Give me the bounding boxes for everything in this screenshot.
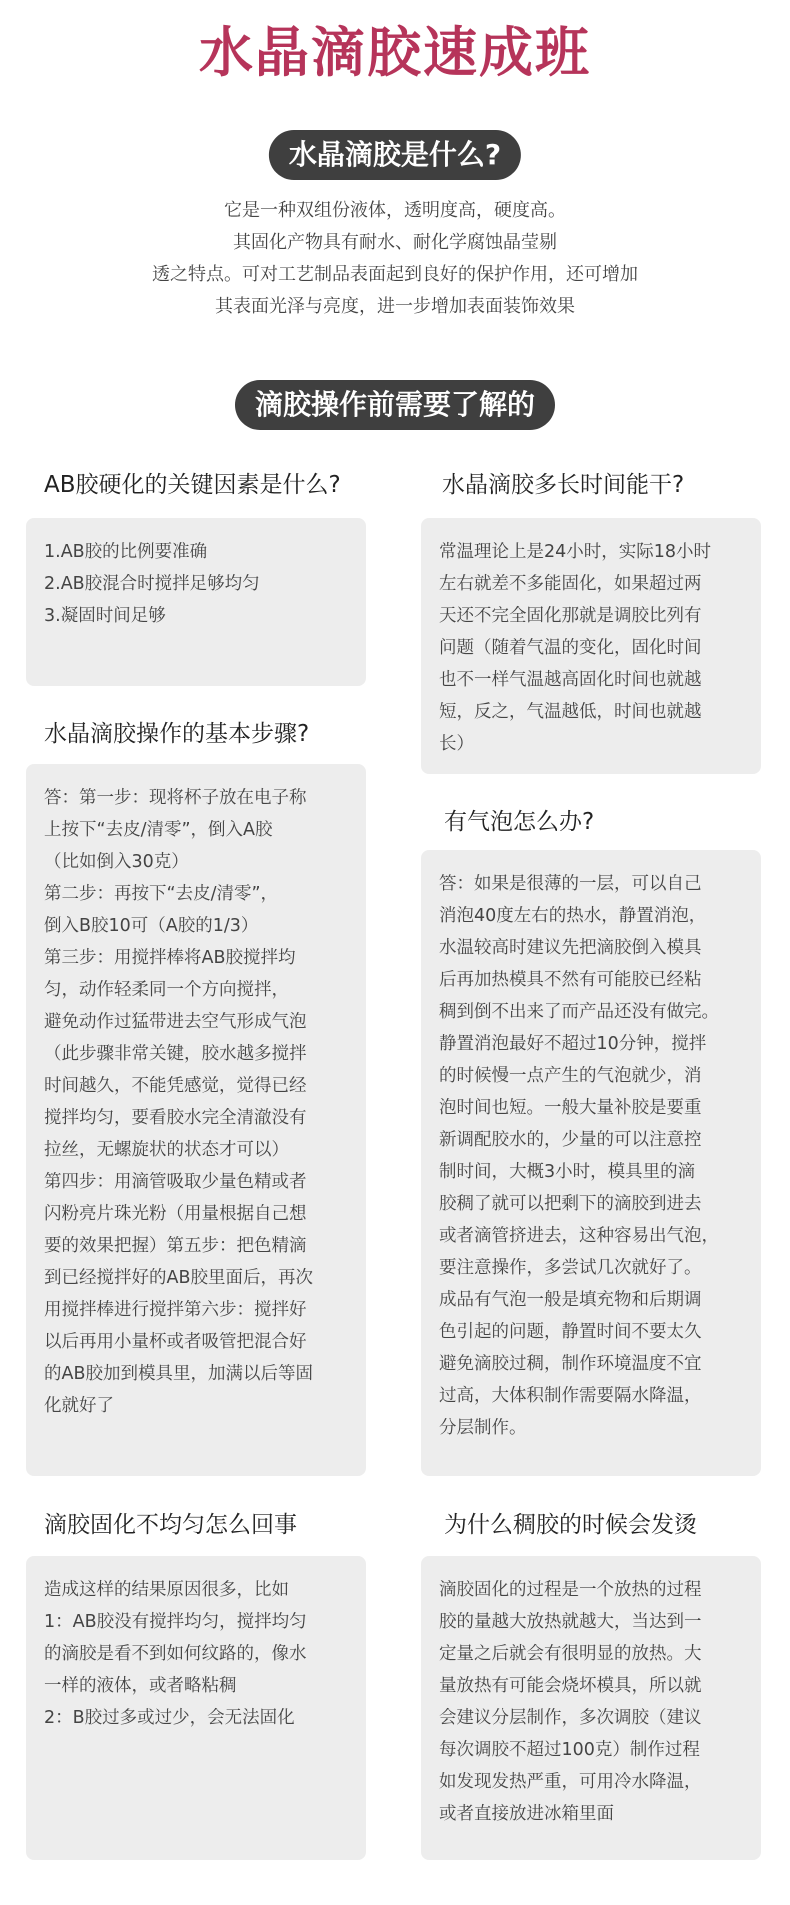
question-drying-time: 水晶滴胶多长时间能干? — [442, 472, 685, 498]
answer-line: （比如倒入30克） — [44, 852, 189, 872]
answer-line: 常温理论上是24小时，实际18小时 — [439, 542, 712, 562]
answer-line: 左右就差不多能固化，如果超过两 — [439, 574, 702, 594]
question-bubbles: 有气泡怎么办? — [444, 809, 595, 835]
answer-line: 答：第一步：现将杯子放在电子称 — [44, 788, 307, 808]
answer-line: 上按下“去皮/清零”，倒入A胶 — [44, 820, 273, 840]
answer-line: 的AB胶加到模具里，加满以后等固 — [44, 1364, 313, 1384]
answer-line: 闪粉亮片珠光粉（用量根据自己想 — [44, 1204, 307, 1224]
answer-line: 会建议分层制作，多次调胶（建议 — [439, 1708, 702, 1728]
answer-line: 天还不完全固化那就是调胶比列有 — [439, 606, 702, 626]
answer-line: 色引起的问题，静置时间不要太久 — [439, 1322, 702, 1342]
answer-line: 到已经搅拌好的AB胶里面后，再次 — [44, 1268, 313, 1288]
answer-line: 如发现发热严重，可用冷水降温， — [439, 1772, 702, 1792]
question-steps: 水晶滴胶操作的基本步骤? — [44, 721, 310, 747]
question-uneven: 滴胶固化不均匀怎么回事 — [44, 1512, 297, 1538]
answer-line: 倒入B胶10可（A胶的1/3） — [44, 916, 259, 936]
answer-line: 拉丝，无螺旋状的状态才可以） — [44, 1140, 289, 1160]
answer-line: 避免动作过猛带进去空气形成气泡 — [44, 1012, 307, 1032]
answer-line: 每次调胶不超过100克）制作过程 — [439, 1740, 700, 1760]
answer-line: 分层制作。 — [439, 1418, 527, 1438]
answer-card-drying-time — [421, 518, 761, 774]
answer-line: 消泡40度左右的热水，静置消泡， — [439, 906, 707, 926]
answer-line: 匀，动作轻柔同一个方向搅拌， — [44, 980, 289, 1000]
answer-line: 搅拌均匀，要看胶水完全清澈没有 — [44, 1108, 307, 1128]
answer-line: 1：AB胶没有搅拌均匀，搅拌均匀 — [44, 1612, 307, 1632]
section-heading-what-is: 水晶滴胶是什么? — [269, 130, 521, 180]
answer-line: 制时间，大概3小时，模具里的滴 — [439, 1162, 696, 1182]
answer-card-uneven — [26, 1556, 366, 1860]
answer-line: 或者滴管挤进去，这种容易出气泡， — [439, 1226, 719, 1246]
answer-line: 2：B胶过多或过少，会无法固化 — [44, 1708, 295, 1728]
answer-card-hot — [421, 1556, 761, 1860]
answer-line: 时间越久，不能凭感觉，觉得已经 — [44, 1076, 307, 1096]
answer-line: 1.AB胶的比例要准确 — [44, 542, 208, 562]
intro-line: 其固化产物具有耐水、耐化学腐蚀晶莹剔 — [233, 232, 557, 253]
answer-line: 第三步：用搅拌棒将AB胶搅拌均 — [44, 948, 296, 968]
section-heading-before-operation: 滴胶操作前需要了解的 — [235, 380, 555, 430]
answer-line: 3.凝固时间足够 — [44, 606, 166, 626]
intro-line: 它是一种双组份液体，透明度高，硬度高。 — [224, 200, 566, 221]
answer-line: 要的效果把握）第五步：把色精滴 — [44, 1236, 307, 1256]
answer-line: 胶的量越大放热就越大，当达到一 — [439, 1612, 702, 1632]
answer-card-bubbles — [421, 850, 761, 1476]
answer-line: 或者直接放进冰箱里面 — [439, 1804, 614, 1824]
answer-line: 定量之后就会有很明显的放热。大 — [439, 1644, 702, 1664]
answer-line: 问题（随着气温的变化，固化时间 — [439, 638, 702, 658]
answer-line: 静置消泡最好不超过10分钟，搅拌 — [439, 1034, 707, 1054]
answer-line: 过高，大体积制作需要隔水降温， — [439, 1386, 702, 1406]
answer-line: 化就好了 — [44, 1396, 114, 1416]
answer-line: 泡时间也短。一般大量补胶是要重 — [439, 1098, 702, 1118]
answer-card-steps — [26, 764, 366, 1476]
answer-line: 第四步：用滴管吸取少量色精或者 — [44, 1172, 307, 1192]
answer-line: 用搅拌棒进行搅拌第六步：搅拌好 — [44, 1300, 307, 1320]
answer-line: 滴胶固化的过程是一个放热的过程 — [439, 1580, 702, 1600]
answer-line: （此步骤非常关键，胶水越多搅拌 — [44, 1044, 307, 1064]
answer-line: 要注意操作，多尝试几次就好了。 — [439, 1258, 702, 1278]
answer-line: 水温较高时建议先把滴胶倒入模具 — [439, 938, 702, 958]
answer-line: 避免滴胶过稠，制作环境温度不宜 — [439, 1354, 702, 1374]
answer-line: 后再加热模具不然有可能胶已经粘 — [439, 970, 702, 990]
answer-line: 一样的液体，或者略粘稠 — [44, 1676, 237, 1696]
answer-line: 2.AB胶混合时搅拌足够均匀 — [44, 574, 260, 594]
answer-line: 短，反之，气温越低，时间也就越 — [439, 702, 702, 722]
answer-line: 以后再用小量杯或者吸管把混合好 — [44, 1332, 307, 1352]
question-hot: 为什么稠胶的时候会发烫 — [444, 1512, 697, 1538]
answer-line: 量放热有可能会烧坏模具，所以就 — [439, 1676, 702, 1696]
answer-line: 稠到倒不出来了而产品还没有做完。 — [439, 1002, 719, 1022]
answer-line: 造成这样的结果原因很多，比如 — [44, 1580, 289, 1600]
answer-line: 胶稠了就可以把剩下的滴胶到进去 — [439, 1194, 702, 1214]
answer-line: 第二步：再按下“去皮/清零”， — [44, 884, 279, 904]
answer-card-hardening — [26, 518, 366, 686]
page-title: 水晶滴胶速成班 — [199, 21, 591, 84]
question-hardening: AB胶硬化的关键因素是什么? — [44, 472, 341, 498]
intro-paragraph — [60, 195, 730, 323]
answer-line: 长） — [439, 734, 474, 754]
answer-line: 成品有气泡一般是填充物和后期调 — [439, 1290, 702, 1310]
answer-line: 的时候慢一点产生的气泡就少，消 — [439, 1066, 702, 1086]
intro-line: 透之特点。可对工艺制品表面起到良好的保护作用，还可增加 — [152, 264, 638, 285]
intro-line: 其表面光泽与亮度，进一步增加表面装饰效果 — [215, 296, 575, 317]
answer-line: 的滴胶是看不到如何纹路的，像水 — [44, 1644, 307, 1664]
answer-line: 答：如果是很薄的一层，可以自己 — [439, 874, 702, 894]
answer-line: 新调配胶水的，少量的可以注意控 — [439, 1130, 702, 1150]
answer-line: 也不一样气温越高固化时间也就越 — [439, 670, 702, 690]
